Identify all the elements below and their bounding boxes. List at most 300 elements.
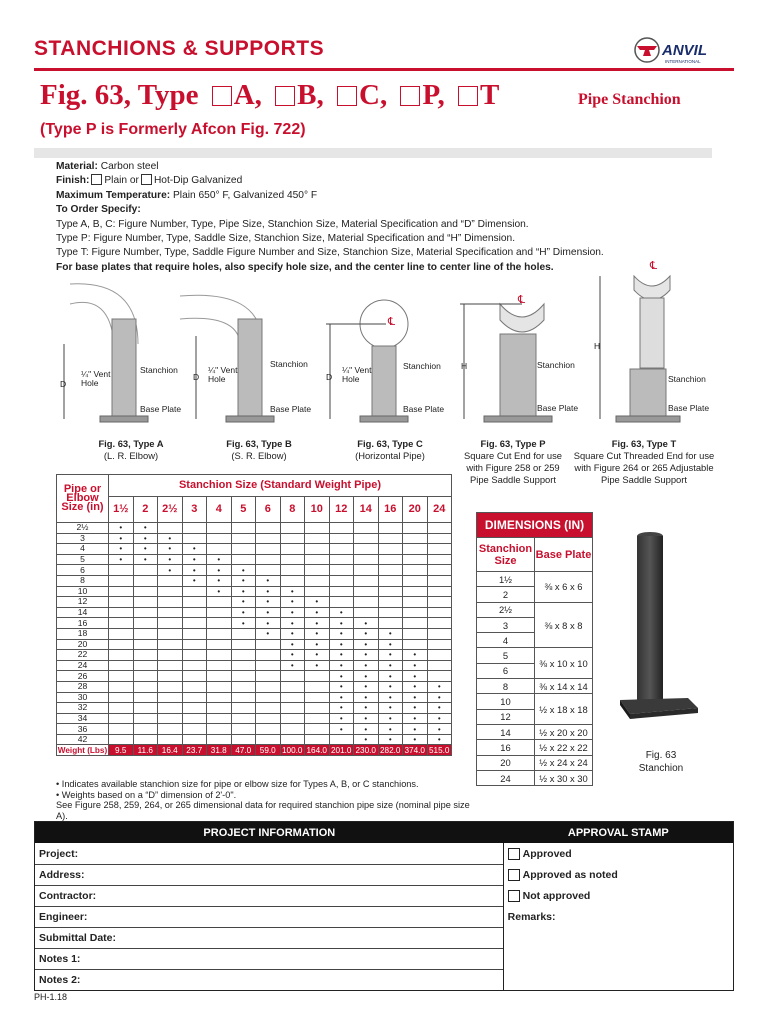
- empty-cell: [109, 724, 134, 735]
- pipe-size-cell: 26: [57, 671, 109, 682]
- dimensions-table: [476, 512, 593, 786]
- availability-dot: •: [280, 597, 305, 608]
- address-field[interactable]: Address:: [35, 864, 503, 885]
- empty-cell: [256, 734, 281, 745]
- availability-dot: •: [329, 660, 354, 671]
- empty-cell: [133, 628, 158, 639]
- stanchion-size-col: 12: [329, 497, 354, 523]
- empty-cell: [354, 607, 379, 618]
- fig-title-prefix: Fig. 63, Type: [40, 79, 199, 111]
- stanchion-size-cell: 12: [477, 709, 535, 724]
- empty-cell: [231, 681, 256, 692]
- weight-row: [57, 745, 452, 756]
- empty-cell: [231, 724, 256, 735]
- availability-dot: •: [378, 681, 403, 692]
- matrix-row: [57, 724, 452, 735]
- availability-dot: •: [403, 713, 428, 724]
- empty-cell: [305, 681, 330, 692]
- weight-cell: 164.0: [306, 745, 327, 755]
- matrix-row: [57, 533, 452, 544]
- empty-cell: [109, 650, 134, 661]
- empty-cell: [354, 533, 379, 544]
- dimension-row: [477, 648, 593, 663]
- empty-cell: [133, 692, 158, 703]
- project-field[interactable]: Project:: [39, 847, 79, 860]
- empty-cell: [207, 734, 232, 745]
- label-stanchion-t: Stanchion: [668, 374, 706, 384]
- availability-dot: •: [329, 724, 354, 735]
- empty-cell: [231, 650, 256, 661]
- empty-cell: [280, 544, 305, 555]
- empty-cell: [207, 713, 232, 724]
- empty-cell: [280, 681, 305, 692]
- empty-cell: [427, 544, 452, 555]
- project-header-bar: [35, 822, 733, 843]
- availability-dot: •: [403, 703, 428, 714]
- empty-cell: [280, 734, 305, 745]
- empty-cell: [231, 523, 256, 534]
- empty-cell: [329, 586, 354, 597]
- empty-cell: [256, 639, 281, 650]
- finish-plain-checkbox[interactable]: [91, 174, 102, 185]
- stanchion-size-col: 2: [133, 497, 158, 523]
- pipe-size-cell: 22: [57, 650, 109, 661]
- empty-cell: [109, 660, 134, 671]
- stanchion-size-row: [57, 497, 452, 523]
- svg-text:INTERNATIONAL: INTERNATIONAL: [665, 59, 701, 64]
- empty-cell: [427, 660, 452, 671]
- type-checkbox-p[interactable]: [400, 86, 420, 106]
- matrix-row: [57, 565, 452, 576]
- contractor-field[interactable]: Contractor:: [35, 885, 503, 906]
- empty-cell: [109, 565, 134, 576]
- availability-dot: •: [231, 586, 256, 597]
- empty-cell: [378, 618, 403, 629]
- empty-cell: [182, 586, 207, 597]
- availability-dot: •: [231, 607, 256, 618]
- finish-galv-checkbox[interactable]: [141, 174, 152, 185]
- finish-plain: Plain or: [104, 175, 139, 187]
- availability-dot: •: [403, 724, 428, 735]
- dimension-row: [477, 755, 593, 770]
- specification-block: [56, 160, 716, 275]
- stanchion-size-col: 20: [403, 497, 428, 523]
- availability-dot: •: [378, 660, 403, 671]
- caption-type-b: Fig. 63, Type B (S. R. Elbow): [226, 438, 292, 461]
- approved-as-noted-option[interactable]: Approved as noted: [504, 864, 733, 885]
- availability-dot: •: [378, 671, 403, 682]
- availability-dot: •: [403, 660, 428, 671]
- empty-cell: [403, 554, 428, 565]
- availability-dot: •: [280, 639, 305, 650]
- matrix-row: [57, 671, 452, 682]
- pipe-size-cell: 10: [57, 586, 109, 597]
- finish-galv: Hot-Dip Galvanized: [153, 175, 243, 187]
- empty-cell: [158, 713, 183, 724]
- empty-cell: [109, 681, 134, 692]
- empty-cell: [403, 575, 428, 586]
- empty-cell: [403, 607, 428, 618]
- availability-dot: •: [329, 628, 354, 639]
- empty-cell: [354, 575, 379, 586]
- empty-cell: [427, 523, 452, 534]
- matrix-row: [57, 734, 452, 745]
- availability-dot: •: [354, 692, 379, 703]
- empty-cell: [182, 713, 207, 724]
- empty-cell: [158, 671, 183, 682]
- availability-dot: •: [305, 607, 330, 618]
- material-label: Material:: [56, 161, 98, 172]
- empty-cell: [133, 734, 158, 745]
- header-rule: [34, 68, 734, 71]
- stanchion-size-col: 8: [280, 497, 305, 523]
- empty-cell: [305, 671, 330, 682]
- figure-note: (Type P is Formerly Afcon Fig. 722): [40, 121, 306, 138]
- label-stanchion-c: Stanchion: [403, 361, 441, 371]
- availability-dot: •: [354, 703, 379, 714]
- pipe-size-cell: 12: [57, 597, 109, 608]
- empty-cell: [109, 586, 134, 597]
- engineer-field[interactable]: Engineer:: [35, 906, 503, 927]
- availability-dot: •: [378, 692, 403, 703]
- empty-cell: [182, 607, 207, 618]
- empty-cell: [256, 544, 281, 555]
- empty-cell: [231, 533, 256, 544]
- empty-cell: [158, 650, 183, 661]
- empty-cell: [133, 586, 158, 597]
- type-checkbox-b[interactable]: [275, 86, 295, 106]
- empty-cell: [280, 724, 305, 735]
- notes-1-field[interactable]: Notes 1:: [35, 948, 503, 969]
- empty-cell: [256, 565, 281, 576]
- empty-cell: [231, 660, 256, 671]
- label-baseplate-a: Base Plate: [140, 404, 182, 414]
- empty-cell: [305, 734, 330, 745]
- notes-2-field[interactable]: Notes 2:: [35, 969, 503, 990]
- availability-dot: •: [305, 628, 330, 639]
- empty-cell: [329, 523, 354, 534]
- empty-cell: [231, 639, 256, 650]
- empty-cell: [109, 575, 134, 586]
- type-b-label: B,: [297, 79, 324, 111]
- pipe-size-cell: 5: [57, 554, 109, 565]
- availability-dot: •: [231, 618, 256, 629]
- weight-cell: 16.4: [158, 745, 183, 756]
- base-plate-cell: ½ x 18 x 18: [535, 694, 593, 725]
- label-stanchion-b: Stanchion: [270, 359, 308, 369]
- weight-cell: 11.6: [133, 745, 158, 756]
- empty-cell: [280, 554, 305, 565]
- type-a-label: A,: [233, 79, 262, 111]
- approval-stamp-header: APPROVAL STAMP: [567, 826, 669, 839]
- empty-cell: [427, 533, 452, 544]
- empty-cell: [207, 639, 232, 650]
- availability-dot: •: [354, 681, 379, 692]
- availability-dot: •: [427, 692, 452, 703]
- empty-cell: [329, 734, 354, 745]
- availability-dot: •: [109, 554, 134, 565]
- availability-dot: •: [256, 607, 281, 618]
- empty-cell: [109, 734, 134, 745]
- empty-cell: [403, 533, 428, 544]
- weight-cell: 230.0: [355, 745, 376, 755]
- base-plate-cell: ½ x 30 x 30: [535, 770, 593, 785]
- availability-dot: •: [354, 671, 379, 682]
- empty-cell: [158, 575, 183, 586]
- project-information-block: [34, 821, 734, 991]
- empty-cell: [427, 565, 452, 576]
- stanchion-photo: [610, 522, 710, 742]
- empty-cell: [207, 533, 232, 544]
- availability-dot: •: [329, 671, 354, 682]
- not-approved-checkbox[interactable]: [508, 890, 520, 902]
- approved-as-noted-checkbox[interactable]: [508, 869, 520, 881]
- pipe-size-cell: 2½: [57, 523, 109, 534]
- caption-type-a: Fig. 63, Type A (L. R. Elbow): [98, 438, 164, 461]
- stanchion-size-cell: 2: [477, 587, 535, 602]
- type-p-label: P,: [422, 79, 445, 111]
- dimension-row: [477, 740, 593, 755]
- availability-dot: •: [378, 734, 403, 745]
- availability-dot: •: [109, 533, 134, 544]
- empty-cell: [109, 628, 134, 639]
- type-checkbox-c[interactable]: [337, 86, 357, 106]
- empty-cell: [280, 523, 305, 534]
- weight-label: Weight (Lbs): [57, 745, 108, 755]
- note-2: • Weights based on a “D” dimension of 2'-0".: [56, 789, 237, 800]
- empty-cell: [182, 671, 207, 682]
- dimension-row: [477, 694, 593, 709]
- empty-cell: [427, 671, 452, 682]
- empty-cell: [280, 713, 305, 724]
- availability-dot: •: [403, 650, 428, 661]
- anvil-logo: [632, 36, 732, 66]
- base-plate-cell: ½ x 24 x 24: [535, 755, 593, 770]
- availability-dot: •: [158, 565, 183, 576]
- empty-cell: [280, 565, 305, 576]
- matrix-row: [57, 713, 452, 724]
- pipe-size-cell: 42: [57, 734, 109, 745]
- empty-cell: [378, 523, 403, 534]
- matrix-row: [57, 628, 452, 639]
- empty-cell: [427, 639, 452, 650]
- dimensions-title: DIMENSIONS (IN): [477, 513, 593, 538]
- empty-cell: [280, 692, 305, 703]
- approved-checkbox[interactable]: [508, 848, 520, 860]
- empty-cell: [133, 671, 158, 682]
- remarks-field[interactable]: Remarks:: [507, 910, 556, 923]
- empty-cell: [378, 575, 403, 586]
- pipe-size-cell: 3: [57, 533, 109, 544]
- availability-dot: •: [354, 628, 379, 639]
- empty-cell: [329, 597, 354, 608]
- empty-cell: [109, 618, 134, 629]
- empty-cell: [182, 724, 207, 735]
- empty-cell: [427, 575, 452, 586]
- empty-cell: [354, 554, 379, 565]
- empty-cell: [207, 544, 232, 555]
- empty-cell: [256, 523, 281, 534]
- empty-cell: [182, 650, 207, 661]
- empty-cell: [280, 533, 305, 544]
- empty-cell: [427, 597, 452, 608]
- caption-type-c: Fig. 63, Type C (Horizontal Pipe): [355, 438, 425, 461]
- figure-title: [40, 79, 499, 112]
- stanchion-size-col: 10: [305, 497, 330, 523]
- label-baseplate-c: Base Plate: [403, 404, 445, 414]
- pipe-size-cell: 16: [57, 618, 109, 629]
- empty-cell: [133, 713, 158, 724]
- availability-dot: •: [354, 650, 379, 661]
- empty-cell: [329, 544, 354, 555]
- matrix-row: [57, 650, 452, 661]
- availability-dot: •: [133, 544, 158, 555]
- type-t-label: T: [480, 79, 500, 111]
- matrix-row: [57, 681, 452, 692]
- empty-cell: [182, 618, 207, 629]
- matrix-row: [57, 554, 452, 565]
- weight-cell: 23.7: [182, 745, 207, 756]
- availability-dot: •: [427, 703, 452, 714]
- availability-dot: •: [305, 660, 330, 671]
- type-c-label: C,: [359, 79, 388, 111]
- availability-dot: •: [256, 618, 281, 629]
- empty-cell: [133, 660, 158, 671]
- empty-cell: [427, 607, 452, 618]
- stanchion-size-cell: 2½: [477, 602, 535, 617]
- empty-cell: [133, 639, 158, 650]
- empty-cell: [231, 671, 256, 682]
- empty-cell: [378, 565, 403, 576]
- availability-dot: •: [403, 734, 428, 745]
- submittal-date-field[interactable]: Submittal Date:: [35, 927, 503, 948]
- dimension-row: [477, 572, 593, 587]
- order-line-p: Type P: Figure Number, Type, Saddle Size, Stanchion Size, Material Specification and “H” Dimension.: [56, 233, 516, 245]
- empty-cell: [305, 586, 330, 597]
- availability-dot: •: [378, 628, 403, 639]
- empty-cell: [182, 639, 207, 650]
- approved-option[interactable]: Approved: [504, 843, 733, 864]
- material-value: Carbon steel: [100, 161, 159, 172]
- availability-dot: •: [109, 544, 134, 555]
- availability-dot: •: [207, 575, 232, 586]
- availability-dot: •: [280, 607, 305, 618]
- empty-cell: [158, 523, 183, 534]
- not-approved-option[interactable]: Not approved: [504, 885, 733, 906]
- type-checkbox-a[interactable]: [212, 86, 232, 106]
- empty-cell: [133, 650, 158, 661]
- figure-subtitle: Pipe Stanchion: [578, 91, 681, 108]
- empty-cell: [378, 597, 403, 608]
- order-line-abc: Type A, B, C: Figure Number, Type, Pipe Size, Stanchion Size, Material Specification and “D” Dimension.: [56, 218, 529, 230]
- availability-dot: •: [182, 544, 207, 555]
- stanchion-size-cell: 1½: [477, 572, 535, 587]
- empty-cell: [427, 586, 452, 597]
- availability-dot: •: [280, 618, 305, 629]
- empty-cell: [231, 554, 256, 565]
- matrix-row: [57, 607, 452, 618]
- stanchion-size-col: 16: [378, 497, 403, 523]
- availability-dot: •: [231, 597, 256, 608]
- availability-dot: •: [329, 650, 354, 661]
- base-plate-cell: ½ x 22 x 22: [535, 740, 593, 755]
- empty-cell: [427, 618, 452, 629]
- empty-cell: [182, 533, 207, 544]
- availability-dot: •: [231, 565, 256, 576]
- empty-cell: [231, 544, 256, 555]
- availability-dot: •: [182, 565, 207, 576]
- availability-dot: •: [305, 618, 330, 629]
- empty-cell: [182, 660, 207, 671]
- empty-cell: [207, 692, 232, 703]
- empty-cell: [158, 734, 183, 745]
- availability-dot: •: [329, 692, 354, 703]
- empty-cell: [280, 703, 305, 714]
- empty-cell: [207, 703, 232, 714]
- empty-cell: [305, 533, 330, 544]
- empty-cell: [329, 575, 354, 586]
- empty-cell: [354, 586, 379, 597]
- label-vent-b: ¼" Vent Hole: [208, 365, 238, 384]
- empty-cell: [207, 597, 232, 608]
- empty-cell: [378, 586, 403, 597]
- pipe-size-cell: 4: [57, 544, 109, 555]
- availability-dot: •: [280, 586, 305, 597]
- empty-cell: [329, 533, 354, 544]
- empty-cell: [403, 565, 428, 576]
- empty-cell: [231, 713, 256, 724]
- max-temp-label: Maximum Temperature:: [56, 189, 171, 201]
- base-plate-cell: ⅜ x 10 x 10: [535, 648, 593, 679]
- empty-cell: [378, 607, 403, 618]
- empty-cell: [231, 734, 256, 745]
- type-checkbox-t[interactable]: [458, 86, 478, 106]
- label-baseplate-p: Base Plate: [537, 403, 579, 413]
- label-vent-c: ¼" Vent Hole: [342, 365, 372, 384]
- empty-cell: [354, 565, 379, 576]
- dim-col-baseplate: Base Plate: [535, 538, 593, 572]
- availability-dot: •: [207, 554, 232, 565]
- empty-cell: [329, 554, 354, 565]
- empty-cell: [280, 671, 305, 682]
- empty-cell: [354, 597, 379, 608]
- availability-dot: •: [109, 523, 134, 534]
- empty-cell: [133, 681, 158, 692]
- matrix-row: [57, 639, 452, 650]
- availability-dot: •: [207, 586, 232, 597]
- stanchion-size-col: 2½: [158, 497, 183, 523]
- availability-dot: •: [329, 703, 354, 714]
- empty-cell: [354, 523, 379, 534]
- empty-cell: [133, 618, 158, 629]
- availability-dot: •: [182, 554, 207, 565]
- pipe-size-cell: 34: [57, 713, 109, 724]
- stanchion-size-cell: 14: [477, 724, 535, 739]
- pipe-size-cell: 14: [57, 607, 109, 618]
- stanchion-size-col: 4: [207, 497, 232, 523]
- availability-dot: •: [354, 724, 379, 735]
- empty-cell: [256, 681, 281, 692]
- empty-cell: [256, 692, 281, 703]
- availability-dot: •: [354, 639, 379, 650]
- empty-cell: [305, 544, 330, 555]
- empty-cell: [256, 671, 281, 682]
- stanchion-size-cell: 4: [477, 633, 535, 648]
- empty-cell: [403, 586, 428, 597]
- empty-cell: [403, 639, 428, 650]
- empty-cell: [109, 713, 134, 724]
- availability-dot: •: [403, 692, 428, 703]
